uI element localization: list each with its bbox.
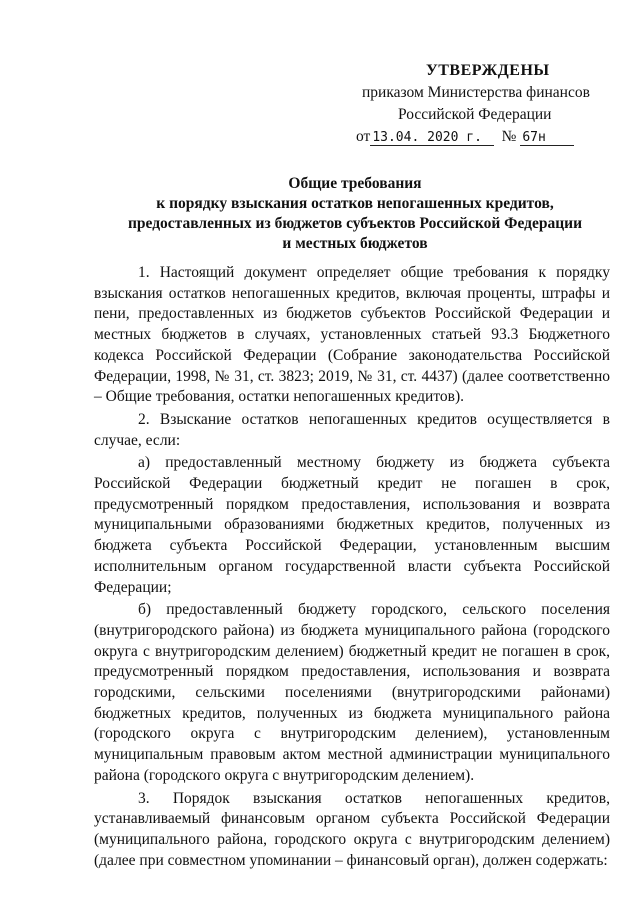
paragraph-1: 1. Настоящий документ определяет общие требования к порядку взыскания остатков непогашенных кредитов, включая проценты, штрафы и пени, предоставленных из бюджетов субъектов Российской Федерации и местных бюджетов в случаях, установленных статьей 93.3 Бюджетного кодекса Российской Федерации (Собрание законодательства Российской Федерации, 1998, № 31, ст. 3823; 2019, № 31, ст. 4437) (далее соответственно – Общие требования, остатки непогашенных кредитов).: [94, 264, 610, 406]
document-body: [94, 263, 610, 873]
title-line-3: предоставленных из бюджетов субъектов Российской Федерации: [127, 215, 583, 232]
approval-heading: УТВЕРЖДЕНЫ: [426, 62, 550, 79]
date-prefix: от: [356, 128, 371, 145]
approval-order-line: приказом Министерства финансов: [362, 84, 590, 101]
approval-date-stamp: 13.04. 2020 г.: [370, 130, 494, 146]
number-sign: №: [501, 128, 517, 145]
approval-ministry-line: Российской Федерации: [398, 106, 552, 123]
document-title: [100, 174, 610, 254]
paragraph-2: 2. Взыскание остатков непогашенных кредитов осуществляется в случае, если:: [94, 410, 610, 449]
approval-date-line: [340, 126, 610, 149]
approval-block: [340, 60, 610, 149]
approval-number-stamp: 67н: [520, 130, 573, 146]
paragraph-2b: б) предоставленный бюджету городского, сельского поселения (внутригородского района) из бюджета муниципального района (городского округа с внутригородским делением) бюджетный кредит не погашен в срок, предусмотренный порядком предоставления, использования и возврата городскими, сельскими поселениями (внутригородскими районами) бюджетных кредитов, полученных из бюджета муниципального района (городского округа с внутригородским делением), установленным муниципальным правовым актом местной администрации муниципального района (городского округа с внутригородским делением).: [94, 601, 610, 784]
title-line-1: Общие требования: [288, 175, 422, 192]
title-line-2: к порядку взыскания остатков непогашенных кредитов,: [156, 195, 554, 212]
paragraph-3: 3. Порядок взыскания остатков непогашенных кредитов, устанавливаемый финансовым органом субъекта Российской Федерации (муниципального района, городского округа с внутригородским делением) (далее при совместном упоминании – финансовый орган), должен содержать:: [94, 789, 610, 869]
paragraph-2a: а) предоставленный местному бюджету из бюджета субъекта Российской Федерации бюджетный кредит не погашен в срок, предусмотренный порядком предоставления, использования и возврата муниципальными образованиями бюджетных кредитов, полученных из бюджета субъекта Российской Федерации, установленным высшим исполнительным органом государственной власти субъекта Российской Федерации;: [94, 454, 610, 596]
title-line-4: и местных бюджетов: [282, 235, 428, 252]
